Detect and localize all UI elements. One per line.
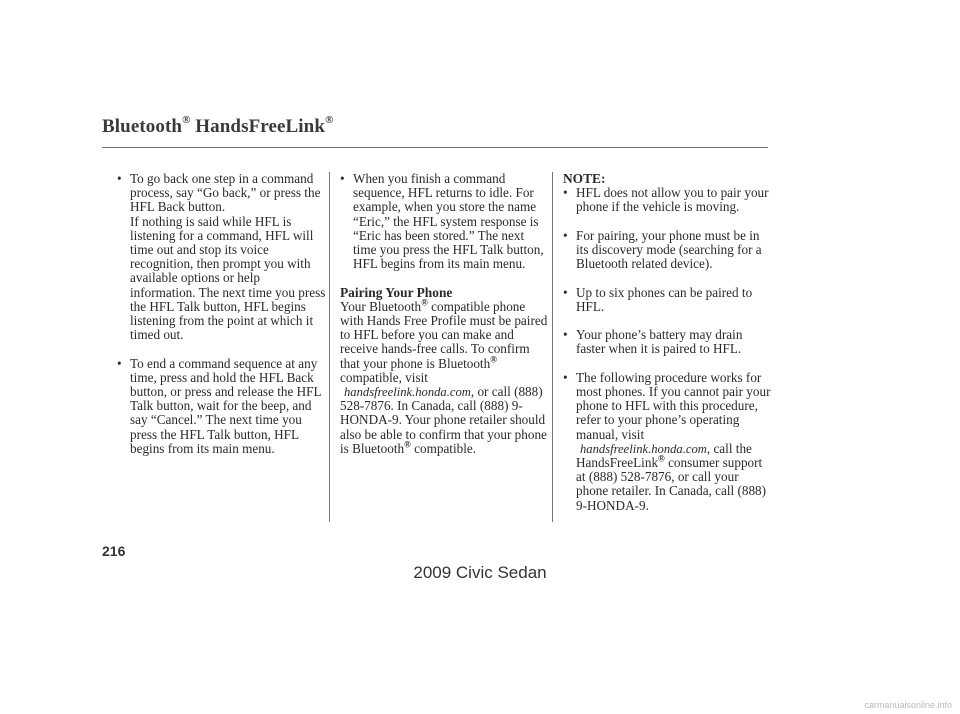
bullet-icon: • [563, 227, 568, 243]
paragraph-text: compatible phone with Hands Free Profile must be paired to HFL before you can make and receive hands-free calls. To confirm that your phone is Bluetooth [340, 298, 548, 371]
list-item [563, 229, 773, 272]
list-item [563, 371, 773, 513]
header-rule [102, 147, 768, 148]
paragraph-text: compatible, visit [340, 369, 428, 385]
website-link[interactable]: handsfreelink.honda.com [580, 441, 707, 456]
registered-mark: ® [182, 114, 191, 126]
list-item [340, 172, 550, 271]
item-text: For pairing, your phone must be in its discovery mode (searching for a Bluetooth related device). [576, 227, 762, 272]
note-heading: NOTE: [563, 171, 606, 186]
bullet-icon: • [340, 171, 345, 186]
title-bluetooth: Bluetooth [102, 116, 183, 137]
column-3 [563, 172, 773, 513]
page-number: 216 [102, 543, 126, 559]
bullet-icon: • [117, 171, 122, 186]
column-divider [552, 172, 553, 522]
title-handsfreelink: HandsFreeLink [195, 116, 326, 137]
bullet-icon: • [563, 185, 568, 201]
list-item [563, 328, 773, 356]
section-heading: Pairing Your Phone [340, 284, 453, 300]
registered-mark: ® [421, 297, 428, 308]
paragraph-text: Your Bluetooth [340, 298, 422, 314]
bullet-icon: • [563, 369, 568, 385]
item-text: consumer support at (888) 528-7876, or call your phone retailer. In Canada, call (888) 9-HONDA-9. [576, 455, 767, 513]
item-text: , call the HandsFreeLink [576, 440, 752, 470]
paragraph-text: , or call (888) 528-7876. In Canada, call (888) 9-HONDA-9. Your phone retailer should also be able to confirm that your phone is Bluetooth [340, 384, 547, 456]
column-2 [340, 172, 550, 456]
item-text: When you finish a command sequence, HFL returns to idle. For example, when you store the name “Eric,” the HFL system response is “Eric has been stored.” The next time you press the HFL Talk button, HFL begins from its main menu. [353, 171, 544, 272]
footer-title: 2009 Civic Sedan [413, 563, 547, 582]
column-1 [117, 172, 327, 456]
paragraph-text: compatible. [410, 440, 477, 456]
watermark: carmanualsonline.info [864, 700, 952, 710]
item-text: Up to six phones can be paired to HFL. [576, 284, 753, 314]
item-text: To go back one step in a command process, say “Go back,” or press the HFL Back button. [130, 171, 321, 215]
column-divider [329, 172, 330, 522]
list-item [563, 286, 773, 314]
registered-mark: ® [325, 114, 334, 126]
item-text: HFL does not allow you to pair your phone if the vehicle is moving. [576, 185, 769, 215]
website-link[interactable]: handsfreelink.honda.com [344, 385, 471, 400]
bullet-icon: • [117, 355, 122, 371]
registered-mark: ® [404, 439, 411, 450]
bullet-icon: • [563, 284, 568, 300]
bullet-icon: • [563, 327, 568, 343]
registered-mark: ® [490, 354, 497, 365]
pairing-paragraph [340, 297, 550, 456]
list-item [117, 357, 327, 456]
item-text: To end a command sequence at any time, press and hold the HFL Back button, or press and release the HFL Talk button, wait for the beep, and say “Cancel.” The next time you press the HFL Talk button, HFL begins from its main menu. [130, 355, 322, 456]
page-title [102, 116, 333, 138]
item-text: If nothing is said while HFL is listening for a command, HFL will time out and stop its voice recognition, then prompt you with available options or help information. The next time you press the HFL Talk button, HFL begins listening from the point at which it timed out. [130, 213, 326, 343]
item-text: Your phone’s battery may drain faster when it is paired to HFL. [576, 327, 743, 357]
list-item [117, 172, 327, 342]
item-text: The following procedure works for most phones. If you cannot pair your phone to HFL with this procedure, refer to your phone’s operating manual, visit [576, 369, 771, 442]
list-item [563, 186, 773, 214]
registered-mark: ® [658, 453, 665, 464]
